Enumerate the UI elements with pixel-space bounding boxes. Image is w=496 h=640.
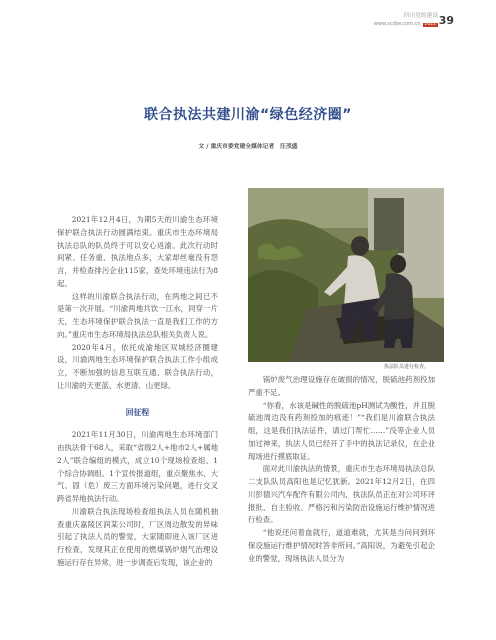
article-title: 联合执法共建川渝“绿色经济圈” — [144, 107, 352, 123]
journal-url — [374, 22, 438, 28]
journal-issue-badge: 2022 — [424, 21, 436, 27]
left-column — [57, 214, 218, 570]
paragraph: 2021年11月30日，川渝两地生态环境部门由执法骨干68人，采取“省级2人+地市2人+属地2人”联合编组的模式，成立10个现场检查组、1个综合协调组、1个宣传报道组，重点聚焦水、大气、固（危）废三方面环境污染问题，进行交叉跨省异地执法行动。 — [57, 430, 218, 503]
paragraph: 2021年12月4日，为期5天的川渝生态环境保护联合执法行动圆满结束。重庆市生态环境局执法总队的队员终于可以安心返渝。此次行动时间紧、任务重、执法地点多，大家却丝毫没有怨言，并检查排污企业115家，查处环境违法行为8起。 — [57, 215, 218, 288]
section-title: 回征程 — [125, 407, 150, 417]
photo-caption: 执法队员进行检查。 — [384, 364, 430, 370]
paragraph: 面对此川渝执法的情景，重庆市生态环境局执法总队二支队队员高阳也是记忆犹新。2021年12月2日，在四川彭德兴汽车配件有限公司内，执法队员正在对公司环评报批、自主验收、严格污和污染防治设施运行维护情况进行检查。 — [248, 464, 435, 525]
photo-illustration — [248, 188, 444, 362]
paragraph: 锅炉废气治理设施存在破损的情况，脱硫池药剂投加严重不足。 — [248, 375, 435, 397]
paragraph: 这样的川渝联合执法行动，在两地之间已不是第一次开展。“川渝两地共饮一江水，同穿一片天，生态环境保护联合执法一直是我们工作的方向。”重庆市生态环境局执法总队相关负责人说。 — [57, 291, 218, 339]
paragraph: “他说还问着血就行，道道难就，尤其是当问问到环保设施运行维护情况时答非所问。”高阳说，为避免引起企业的警觉，现场执法人员分为 — [248, 528, 435, 563]
paragraph: 川渝联合执法现场检查组执法人员在随机抽查重庆嘉陵区润某公司时，厂区周边散发的异味引起了执法人员的警觉，大家随即进入该厂区进行检查，发现其正在使用的燃煤锅炉烟气治理设施运行存在异常，进一步调查后发现，该企业的 — [57, 506, 218, 567]
page-number: 39 — [438, 14, 454, 27]
journal-header — [374, 14, 438, 27]
right-column — [248, 374, 435, 565]
article-byline: 文 / 重庆市委党建全媒体记者 汪茂盛 — [198, 144, 298, 150]
paragraph: “你看，水该是碱性的脱硫池pH测试为酸性，并且脱硫池周边没有药剂投加的痕迹！”“我们是川渝联合执法组，这是我们执法证件，请过门帮忙……”没等企业人员加过神来，执法人员已经开了手中的执法记录仪，在企业现场进行摸底取证。 — [248, 400, 435, 461]
journal-url-text: www.scdjw.com.cn — [373, 20, 421, 27]
paragraph: 2020年4月，依托成渝地区双城经济圈建设，川渝两地生态环境保护联合执法工作小组成立，不断加强的信息互联互通、联合执法行动，让川渝的天更蓝、水更清、山更绿。 — [57, 342, 218, 390]
journal-name: 四川党的建设 — [403, 13, 438, 19]
article-photo — [248, 188, 444, 362]
